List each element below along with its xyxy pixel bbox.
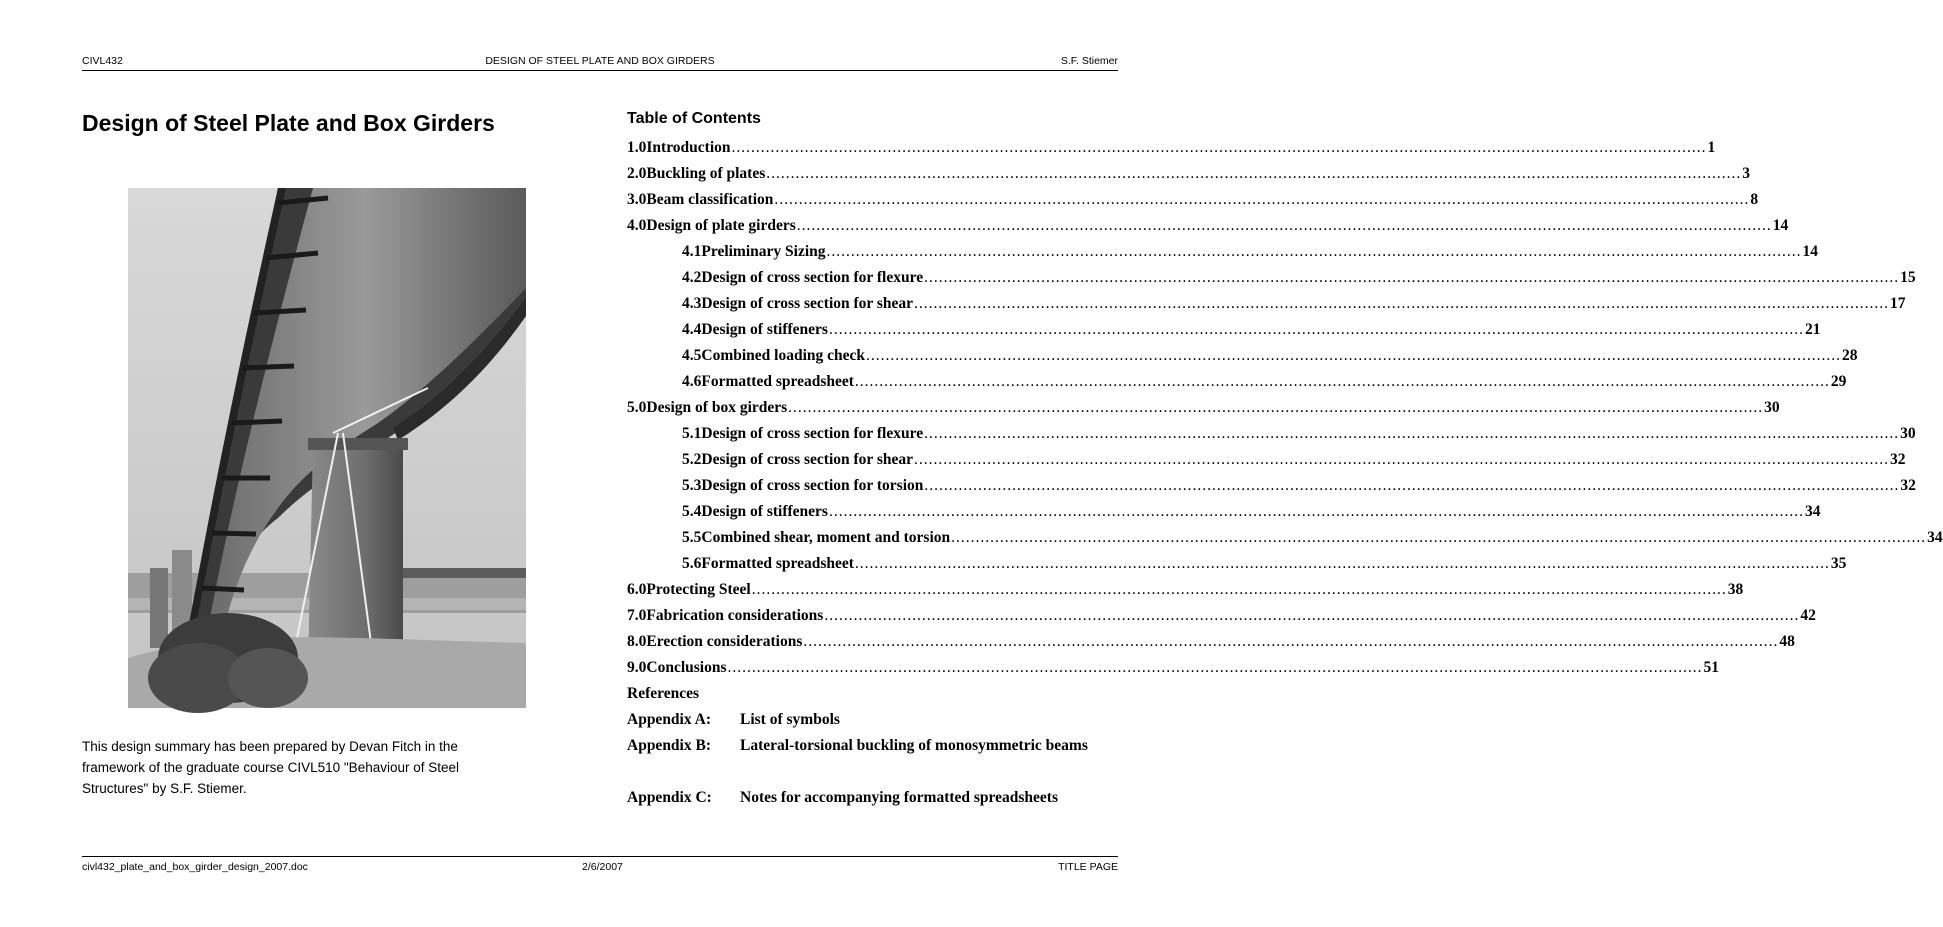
toc-dot-leader: ........................................................................................................................................................................................................ [803,633,1779,650]
toc-entry[interactable] [627,161,1750,187]
toc-entry[interactable] [682,265,1916,291]
toc-entry-title: Introduction [646,139,731,156]
toc-entry-title: Design of cross section for shear [701,295,914,312]
toc-dot-leader: ........................................................................................................................................................................................................ [914,451,1890,468]
toc-entry-number: 5.0 [627,399,647,416]
toc-entry-number: 5.4 [682,503,702,520]
toc-entry-number: 9.0 [627,659,647,676]
toc-entry-title: Design of cross section for shear [701,451,914,468]
toc-dot-leader: ........................................................................................................................................................................................................ [774,191,1750,208]
toc-dot-leader: ........................................................................................................................................................................................................ [727,659,1703,676]
toc-entry-page: 51 [1703,659,1719,676]
toc-entry[interactable] [682,551,1847,577]
toc-entry-number: 3.0 [627,191,647,208]
toc-entry-title: Design of cross section for flexure [701,269,924,286]
toc-entry-title: Preliminary Sizing [701,243,826,260]
toc-entry-page: 14 [1802,243,1819,260]
footer-section: TITLE PAGE [1058,861,1118,873]
appendix-title: Lateral-torsional buckling of monosymmetric beams [740,737,1088,754]
toc-dot-leader: ........................................................................................................................................................................................................ [788,399,1764,416]
footer-filename: civl432_plate_and_box_girder_design_2007.doc [82,861,308,873]
toc-entry-title: Protecting Steel [646,581,751,598]
appendix-title: List of symbols [740,711,840,728]
toc-entry-title: Conclusions [646,659,727,676]
toc-entry-page: 32 [1890,451,1906,468]
toc-entry[interactable] [682,239,1819,265]
toc-dot-leader: ........................................................................................................................................................................................................ [826,243,1802,260]
toc-entry[interactable] [682,447,1906,473]
appendix-title: Notes for accompanying formatted spreadsheets [740,789,1058,806]
toc-dot-leader: ........................................................................................................................................................................................................ [951,529,1927,546]
toc-entry-page: 35 [1830,555,1847,572]
toc-dot-leader: ........................................................................................................................................................................................................ [924,269,1900,286]
toc-entry-page: 21 [1804,321,1821,338]
toc-entry-title: Fabrication considerations [646,607,824,624]
toc-entry-number: 6.0 [627,581,647,598]
toc-entry[interactable] [682,421,1916,447]
toc-entry[interactable] [627,135,1716,161]
toc-entry-page: 3 [1742,165,1750,182]
toc-entry[interactable] [682,317,1821,343]
summary-paragraph: This design summary has been prepared by Devan Fitch in the framework of the graduate course CIVL510 "Behaviour of Steel Structures" by S.F. Stiemer. [82,739,460,796]
toc-entry-title: Design of box girders [646,399,788,416]
toc-entry[interactable] [682,499,1821,525]
toc-entry-number: 4.2 [682,269,702,286]
toc-entry-number: 4.5 [682,347,702,364]
toc-dot-leader: ........................................................................................................................................................................................................ [731,139,1707,156]
toc-dot-leader: ........................................................................................................................................................................................................ [854,373,1830,390]
toc-appendix-b [627,733,1118,785]
toc-entry[interactable] [627,395,1780,421]
toc-entry-number: 4.6 [682,373,702,390]
toc-entry-number: 8.0 [627,633,647,650]
toc-entry-page: 32 [1900,477,1916,494]
toc-entry-title: Design of stiffeners [701,503,828,520]
toc-dot-leader: ........................................................................................................................................................................................................ [914,295,1890,312]
toc-entry-page: 30 [1900,425,1916,442]
document-title: Design of Steel Plate and Box Girders [82,110,495,136]
toc-entry-title: Design of cross section for torsion [701,477,924,494]
toc-entry-number: 4.4 [682,321,702,338]
toc-entry-number: 5.2 [682,451,702,468]
toc-entry[interactable] [682,473,1916,499]
toc-entry[interactable] [682,291,1906,317]
toc-entry-title: Combined loading check [701,347,866,364]
toc-entry-number: 5.5 [682,529,702,546]
toc-entry-page: 17 [1890,295,1906,312]
toc-entry[interactable] [627,213,1789,239]
toc-dot-leader: ........................................................................................................................................................................................................ [854,555,1830,572]
toc-entry-page: 48 [1779,633,1795,650]
toc-dot-leader: ........................................................................................................................................................................................................ [751,581,1727,598]
page-header [82,55,1118,71]
toc-entry[interactable] [682,525,1943,551]
toc-entry-number: 4.3 [682,295,702,312]
toc-dot-leader: ........................................................................................................................................................................................................ [766,165,1742,182]
toc-entry-title: Design of stiffeners [701,321,828,338]
toc-entry-page: 15 [1900,269,1916,286]
toc-entry-page: 14 [1772,217,1789,234]
toc-entry-number: 4.0 [627,217,647,234]
toc-entry-number: 5.3 [682,477,702,494]
toc-dot-leader: ........................................................................................................................................................................................................ [828,321,1804,338]
toc-entry-page: 1 [1707,139,1716,156]
toc-dot-leader: ........................................................................................................................................................................................................ [796,217,1772,234]
toc-entry[interactable] [627,187,1759,213]
toc-entry-number: 2.0 [627,165,647,182]
toc-dot-leader: ........................................................................................................................................................................................................ [924,477,1900,494]
toc-entry-number: 5.6 [682,555,702,572]
toc-entry-title: Combined shear, moment and torsion [701,529,951,546]
toc-entry-title: Buckling of plates [646,165,766,182]
toc-entry-page: 42 [1800,607,1816,624]
toc-title: Table of Contents [627,110,761,127]
toc-dot-leader: ........................................................................................................................................................................................................ [828,503,1804,520]
toc-entry-page: 34 [1927,529,1943,546]
appendix-label: Appendix A: [627,711,711,728]
toc-entry[interactable] [627,577,1744,603]
toc-entry-title: Design of cross section for flexure [701,425,924,442]
toc-entry-page: 29 [1830,373,1847,390]
toc-entry-number: 5.1 [682,425,702,442]
toc-entry-title: Formatted spreadsheet [701,555,854,572]
toc-references-label: References [627,685,700,702]
toc-entry-page: 8 [1750,191,1759,208]
toc-entry[interactable] [627,655,1719,681]
toc-entry-page: 34 [1804,503,1821,520]
toc-entry-number: 4.1 [682,243,702,260]
page-footer [82,856,1118,878]
toc-entry[interactable] [682,343,1858,369]
bridge-girder-photo [128,188,526,708]
toc-dot-leader: ........................................................................................................................................................................................................ [924,425,1900,442]
toc-entry-title: Formatted spreadsheet [701,373,854,390]
footer-date: 2/6/2007 [582,861,623,873]
header-doc-title: DESIGN OF STEEL PLATE AND BOX GIRDERS [485,55,715,67]
toc-entry-title: Erection considerations [646,633,803,650]
toc-entry[interactable] [682,369,1847,395]
toc-entry-number: 7.0 [627,607,647,624]
header-author: S.F. Stiemer [1060,55,1118,67]
appendix-label: Appendix C: [627,789,712,806]
toc-entry-page: 28 [1842,347,1858,364]
toc-entry-title: Design of plate girders [646,217,796,234]
toc-dot-leader: ........................................................................................................................................................................................................ [866,347,1842,364]
appendix-label: Appendix B: [627,737,711,754]
toc-entry-page: 38 [1727,581,1744,598]
toc-entry[interactable] [627,603,1816,629]
toc-dot-leader: ........................................................................................................................................................................................................ [824,607,1800,624]
toc-entry-number: 1.0 [627,139,647,156]
header-course: CIVL432 [82,55,123,67]
toc-entry[interactable] [627,629,1795,655]
toc-entry-page: 30 [1764,399,1780,416]
toc-entry-title: Beam classification [646,191,774,208]
